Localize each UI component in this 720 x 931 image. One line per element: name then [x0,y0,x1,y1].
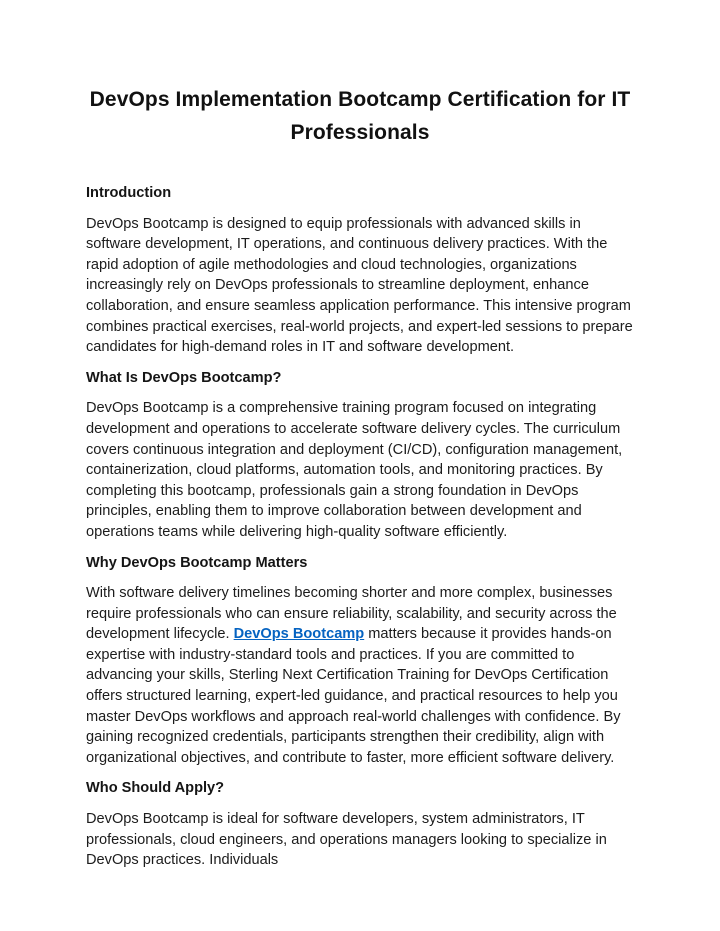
section-heading-what-is: What Is DevOps Bootcamp? [86,369,282,386]
section-heading-introduction: Introduction [86,185,172,201]
why-matters-text-before-link: With software delivery timelines becoming shorter and more complex, businesses require professionals who can ensure reliability, scalability, and security across the development lifecycle. [86,585,617,643]
section-body-who-should-apply: DevOps Bootcamp is ideal for software developers, system administrators, IT professionals, cloud engineers, and operations managers looking to specialize in DevOps practices. Individuals [86,811,607,869]
section-heading-who-should-apply: Who Should Apply? [86,780,225,797]
section-body-introduction: DevOps Bootcamp is designed to equip professionals with advanced skills in software development, IT operations, and continuous delivery practices. With the rapid adoption of agile methodologies and cloud technologies, organizations increasingly rely on DevOps professionals to streamline deployment, enhance collaboration, and ensure seamless application performance. This intensive program combines practical exercises, real-world projects, and expert-led sessions to prepare candidates for high-demand roles in IT and software development. [86,215,633,356]
why-matters-text-after-link: matters because it provides hands-on expertise with industry-standard tools and practices. If you are committed to advancing your skills, Sterling Next Certification Training for DevOps Certification offers structured learning, expert-led guidance, and practical resources to help you master DevOps workflows and approach real-world challenges with confidence. By gaining recognized credentials, participants strengthen their credibility, align with organizational objectives, and contribute to faster, more efficient software delivery. [86,626,621,766]
section-heading-why-matters: Why DevOps Bootcamp Matters [86,554,308,571]
devops-bootcamp-link[interactable]: DevOps Bootcamp [233,626,365,643]
document-title: DevOps Implementation Bootcamp Certification for IT Professionals [89,88,631,144]
section-body-what-is: DevOps Bootcamp is a comprehensive training program focused on integrating development and operations to accelerate software delivery cycles. The curriculum covers continuous integration and deployment (CI/CD), configuration management, containerization, cloud platforms, automation tools, and monitoring practices. By completing this bootcamp, professionals gain a strong foundation in DevOps principles, enabling them to improve collaboration between development and operations teams while delivering high-quality software efficiently. [86,400,623,540]
section-body-why-matters [86,583,634,768]
